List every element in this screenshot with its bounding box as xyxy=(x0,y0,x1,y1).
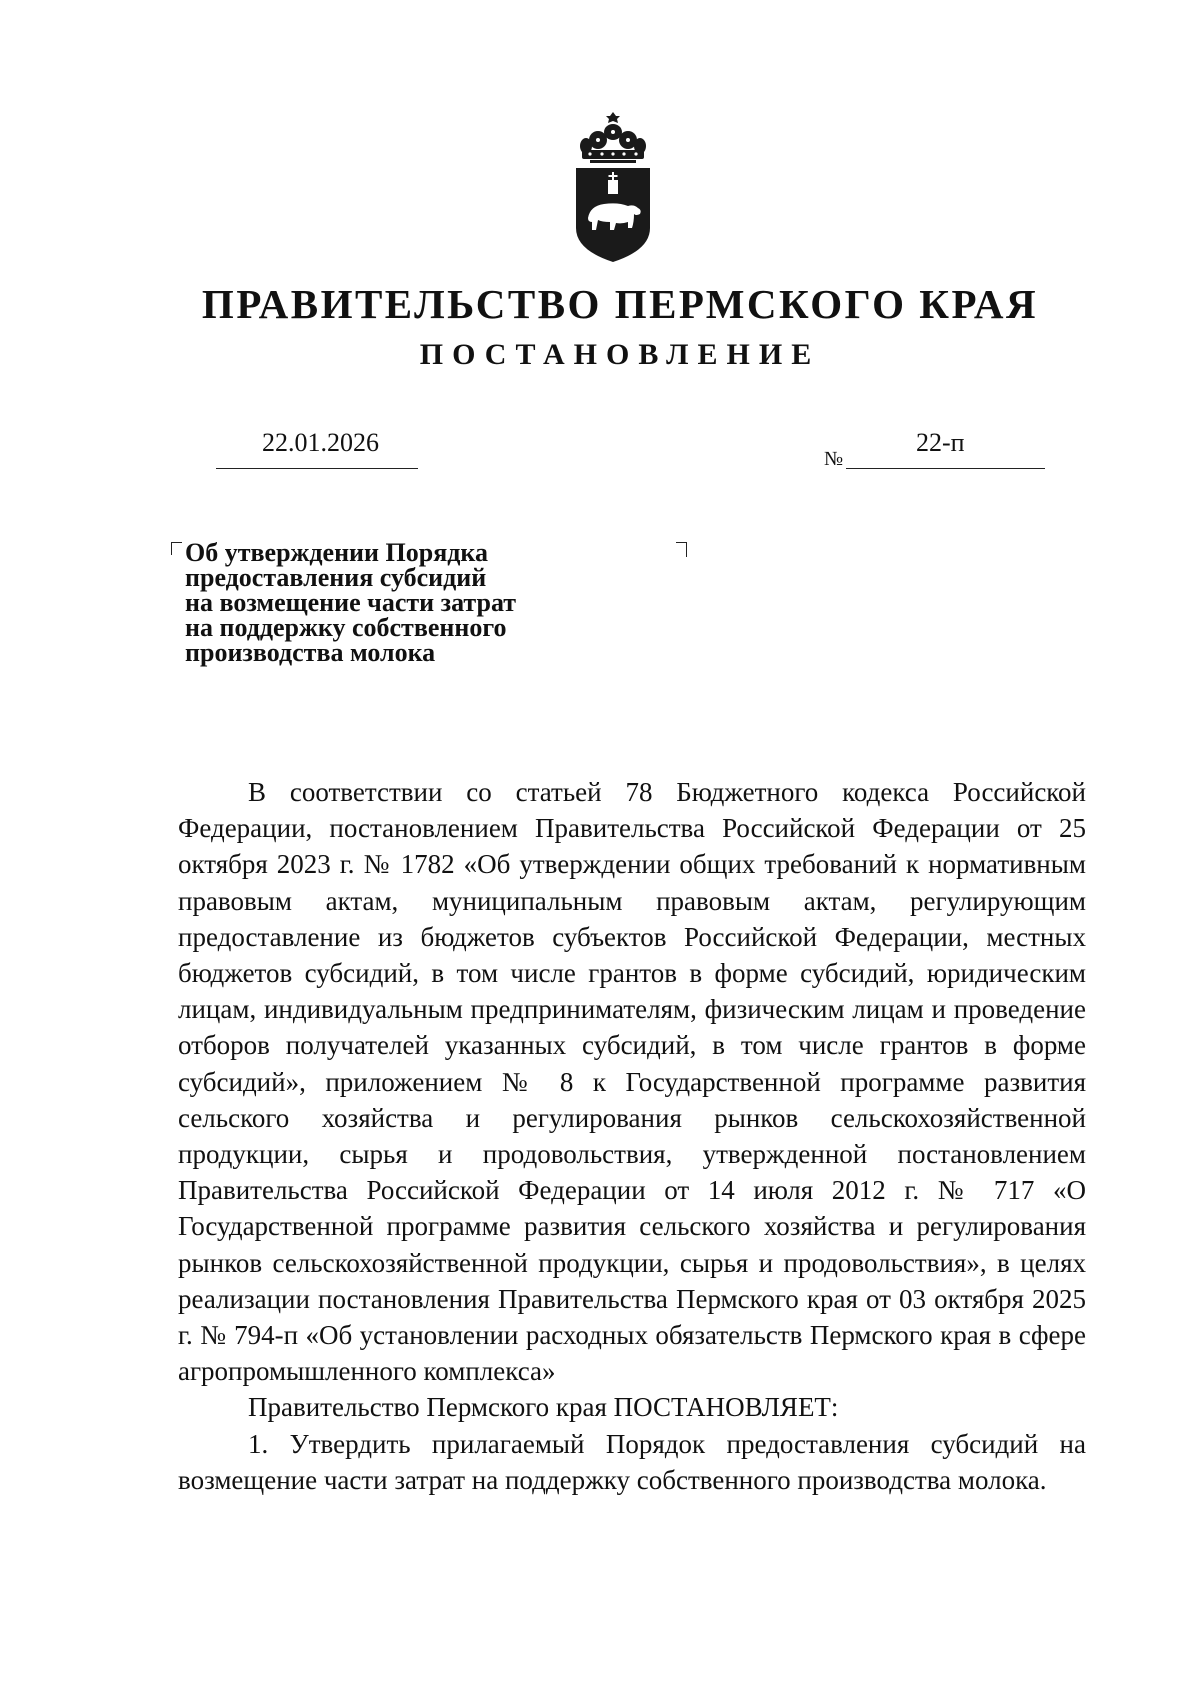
subject-corner-left xyxy=(171,542,182,555)
body-paragraph: 1. Утвердить прилагаемый Порядок предоставления субсидий на возмещение части затрат на поддержку собственного производства молока. xyxy=(178,1428,1086,1495)
number-field xyxy=(846,422,1045,469)
document-type: ПОСТАНОВЛЕНИЕ xyxy=(419,338,821,371)
document-date: 22.01.2026 xyxy=(262,428,379,457)
subject-line: Об утверждении Порядка xyxy=(185,538,489,567)
coat-of-arms-icon xyxy=(568,110,658,265)
subject-line: производства молока xyxy=(185,638,436,667)
body-paragraph: В соответствии со статьей 78 Бюджетного кодекса Российской Федерации, постановлением Правительства Российской Федерации от 25 октября 2023 г. № 1782 «Об утверждении общих требований к нормативным правовым актам, муниципальным правовым актам, регулирующим предоставление из бюджетов субъектов Российской Федерации, местных бюджетов субсидий, в том числе грантов в форме субсидий, юридическим лицам, индивидуальным предпринимателям, физическим лицам и проведение отборов получателей указанных субсидий, в том числе грантов в форме субсидий», приложением № 8 к Государственной программе развития сельского хозяйства и регулирования рынков сельскохозяйственной продукции, сырья и продовольствия, утвержденной постановлением Правительства Российской Федерации от 14 июля 2012 г. № 717 «О Государственной программе развития сельского хозяйства и регулирования рынков сельскохозяйственной продукции, сырья и продовольствия», в целях реализации постановления Правительства Пермского края от 03 октября 2025 г. № 794-п «Об установлении расходных обязательств Пермского края в сфере агропромышленного комплекса» xyxy=(178,777,1086,1387)
date-field xyxy=(216,422,418,469)
subject-line: на поддержку собственного xyxy=(185,613,507,642)
organization-title: ПРАВИТЕЛЬСТВО ПЕРМСКОГО КРАЯ xyxy=(201,281,1039,327)
document-subject xyxy=(185,540,605,665)
document-body xyxy=(178,774,1086,1498)
subject-line: на возмещение части затрат xyxy=(185,588,517,617)
subject-corner-right xyxy=(676,542,687,557)
body-paragraph: Правительство Пермского края ПОСТАНОВЛЯЕТ: xyxy=(248,1392,839,1423)
document-number: 22-п xyxy=(916,428,965,457)
number-sign: № xyxy=(824,448,844,470)
subject-line: предоставления субсидий xyxy=(185,563,487,592)
